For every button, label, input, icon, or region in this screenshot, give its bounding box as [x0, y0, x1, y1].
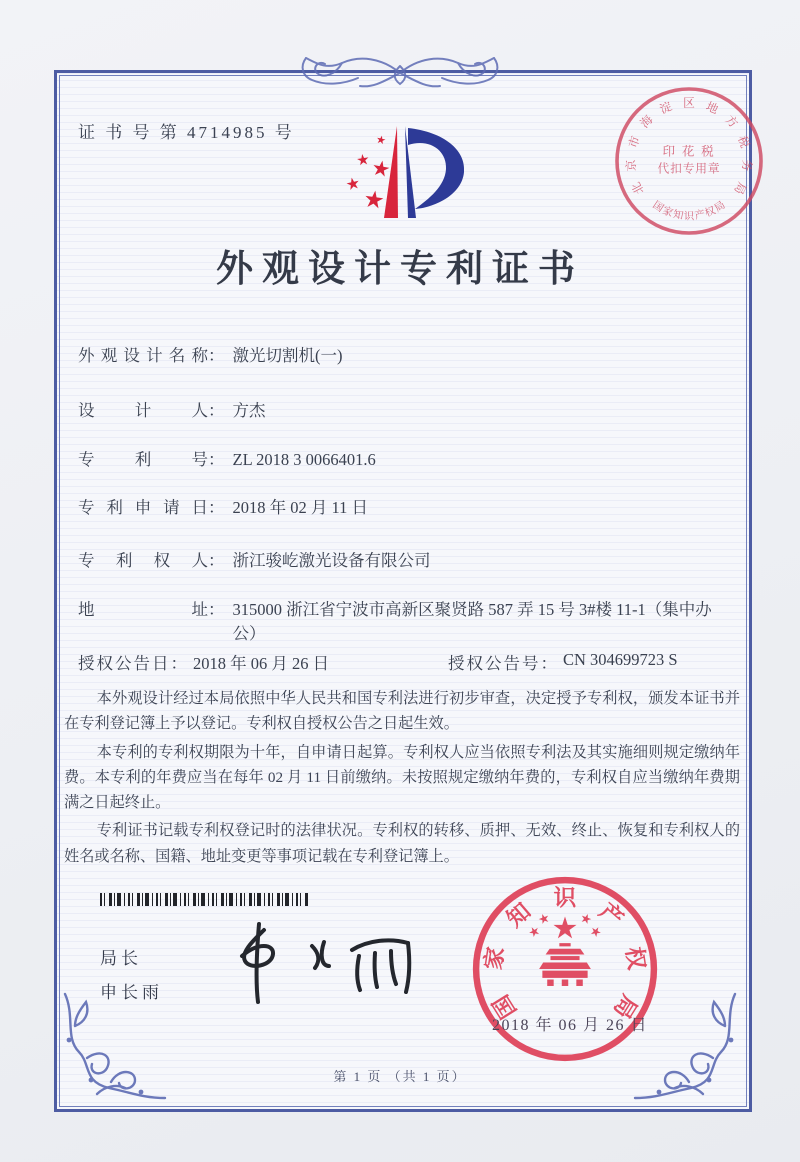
director-printed-name: 申长雨 — [100, 983, 163, 1002]
svg-text:识: 识 — [553, 885, 577, 911]
cnipa-logo — [312, 106, 492, 236]
svg-text:知: 知 — [671, 209, 685, 223]
svg-text:区: 区 — [683, 96, 695, 110]
svg-text:局: 局 — [608, 990, 642, 1023]
svg-text:识: 识 — [683, 211, 695, 223]
legal-text — [64, 686, 740, 872]
tax-stamp-seal — [608, 80, 770, 242]
legal-paragraph-3: 专利证书记载专利权登记时的法律状况。专利权的转移、质押、无效、终止、恢复和专利权人的姓名或名称、国籍、地址变更等事项记载在专利登记簿上。 — [64, 822, 740, 865]
field-value: 浙江骏屹激光设备有限公司 — [232, 551, 431, 570]
svg-text:局: 局 — [712, 199, 728, 215]
svg-text:国: 国 — [488, 990, 522, 1023]
field-value: 激光切割机(一) — [232, 346, 343, 365]
svg-text:海: 海 — [637, 113, 656, 131]
grant-date-value: 2018 年 06 月 26 日 — [193, 654, 330, 673]
certificate-title: 外观设计专利证书 — [216, 249, 584, 290]
field-designer: 设计人 ： 方杰 — [78, 399, 266, 423]
director-signature — [212, 916, 424, 1008]
field-value: ZL 2018 3 0066401.6 — [232, 450, 376, 469]
grant-number-value: CN 304699723 S — [563, 650, 678, 669]
svg-text:务: 务 — [739, 159, 754, 172]
svg-text:淀: 淀 — [657, 99, 674, 117]
svg-text:权: 权 — [621, 945, 650, 972]
cnipa-official-seal — [468, 872, 662, 1066]
field-label: 专利号 — [78, 450, 208, 469]
svg-text:产: 产 — [693, 209, 707, 223]
field-label: 设计人 — [78, 401, 208, 420]
field-patent-number: 专利号 ： ZL 2018 3 0066401.6 — [78, 448, 376, 472]
tax-seal-line2: 代扣专用章 — [657, 162, 721, 176]
svg-text:方: 方 — [722, 113, 741, 131]
field-patentee: 专利权人 ： 浙江骏屹激光设备有限公司 — [78, 549, 431, 573]
field-design-name: 外观设计名称 ： 激光切割机(一) — [78, 344, 343, 368]
field-label: 专利权人 — [78, 551, 208, 570]
national-emblem — [527, 912, 602, 986]
tax-seal-line1: 印 花 税 — [662, 144, 716, 159]
field-address: 地址 ： 315000 浙江省宁波市高新区聚贤路 587 弄 15 号 3#楼 11-1（集中办公） — [78, 598, 734, 646]
field-value: 2018 年 02 月 11 日 — [232, 498, 369, 517]
certificate-barcode — [100, 893, 308, 906]
field-value: 315000 浙江省宁波市高新区聚贤路 587 弄 15 号 3#楼 11-1（集中办公） — [232, 600, 712, 643]
field-value: 方杰 — [232, 401, 266, 420]
certificate-number: 证 书 号 第 4714985 号 — [78, 123, 295, 142]
field-label: 专利申请日 — [78, 498, 208, 517]
grant-date-field: 授权公告日 ： 2018 年 06 月 26 日 — [78, 650, 448, 674]
grant-announcement-row — [78, 650, 734, 674]
field-label: 地址 — [78, 600, 208, 619]
svg-text:权: 权 — [703, 205, 718, 220]
svg-text:京: 京 — [624, 159, 639, 172]
legal-paragraph-1: 本外观设计经过本局依照中华人民共和国专利法进行初步审查，决定授予专利权，颁发本证书并在专利登记簿上予以登记。专利权自授权公告之日起生效。 — [64, 690, 740, 733]
grant-number-field: 授权公告号 ： CN 304699723 S — [448, 650, 678, 673]
page-number-footer: 第 1 页 （共 1 页） — [333, 1069, 467, 1084]
svg-text:局: 局 — [731, 179, 749, 197]
seal-date: 2018 年 06 月 26 日 — [492, 1017, 649, 1034]
field-label: 外观设计名称 — [78, 346, 208, 365]
svg-text:知: 知 — [501, 898, 536, 932]
svg-text:产: 产 — [594, 898, 629, 932]
svg-text:地: 地 — [704, 99, 721, 117]
svg-text:国: 国 — [650, 199, 666, 215]
legal-paragraph-2: 本专利的专利权期限为十年，自申请日起算。专利权人应当依照专利法及其实施细则规定缴纳年费。本专利的年费应当在每年 02 月 11 日前缴纳。未按照规定缴纳年费的，专利权自应当缴纳年费期满之日起终止。 — [64, 743, 740, 812]
svg-text:税: 税 — [735, 134, 752, 150]
field-filing-date: 专利申请日 ： 2018 年 02 月 11 日 — [78, 496, 368, 520]
svg-text:家: 家 — [480, 945, 509, 972]
director-title-label: 局长 — [100, 949, 142, 968]
svg-text:北: 北 — [629, 179, 647, 197]
bottom-left-corner-flourish — [57, 988, 169, 1104]
svg-text:家: 家 — [660, 205, 675, 220]
svg-text:市: 市 — [626, 134, 643, 150]
top-border-ornament — [282, 46, 518, 98]
tax-seal-arc-bottom — [650, 199, 727, 222]
